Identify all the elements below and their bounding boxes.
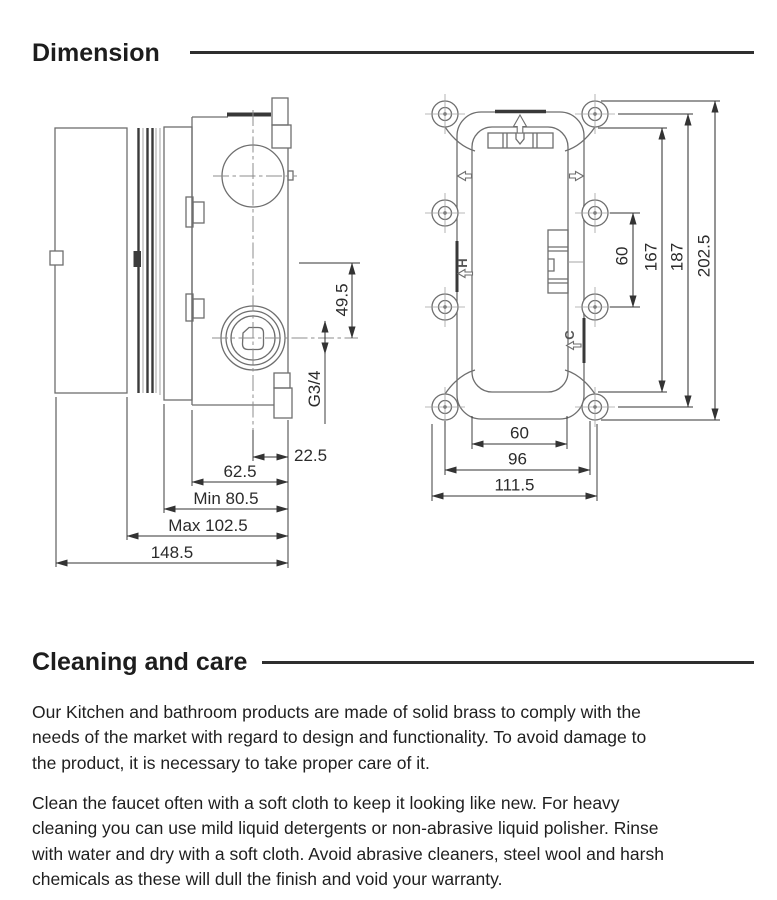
side-view-dimensions bbox=[56, 263, 360, 568]
cleaning-paragraph-2: Clean the faucet often with a soft cloth to keep it looking like new. For heavy cleaning you can use mild liquid detergents or non-abrasive liquid polisher. Rinse with water and dry with a soft cloth. Avoid abrasive cleaners, steel wool and harsh chemicals as these will dull the finish and void your warranty. bbox=[32, 793, 664, 890]
dim-96-label: 96 bbox=[508, 449, 527, 469]
cleaning-section-rule bbox=[262, 661, 754, 664]
left-arrow-icon bbox=[458, 172, 472, 181]
screw-boss-top-left bbox=[425, 94, 465, 134]
side-back-plate bbox=[164, 127, 192, 400]
side-view bbox=[50, 98, 360, 568]
hot-arrow-icon bbox=[458, 270, 473, 278]
dim-167-label: 167 bbox=[641, 242, 661, 272]
cold-arrow-icon bbox=[567, 342, 582, 350]
screw-boss-mid-left bbox=[425, 193, 465, 233]
cold-marker-label: C bbox=[562, 330, 577, 340]
right-arrow-icon bbox=[570, 172, 584, 181]
side-clip bbox=[50, 251, 63, 265]
screw-boss-low-right bbox=[575, 287, 615, 327]
front-view-dimensions bbox=[432, 101, 720, 501]
dim-62-5-label: 62.5 bbox=[223, 462, 257, 481]
front-mounting-plate bbox=[457, 112, 584, 419]
dim-max-label: Max 102.5 bbox=[168, 516, 248, 535]
side-valve-body bbox=[186, 98, 358, 430]
dim-22-5-label: 22.5 bbox=[294, 446, 328, 465]
dim-v60-label: 60 bbox=[612, 246, 632, 266]
thread-size-label: G3/4 bbox=[305, 370, 324, 408]
front-top-slot bbox=[488, 133, 553, 148]
dim-min-label: Min 80.5 bbox=[193, 489, 259, 508]
side-stripe-clip bbox=[134, 251, 142, 267]
dimension-section-title: Dimension bbox=[32, 39, 160, 67]
cleaning-section-title: Cleaning and care bbox=[32, 648, 248, 676]
hot-marker-label: H bbox=[455, 258, 470, 268]
dim-202-5-label: 202.5 bbox=[694, 234, 714, 278]
dim-49-5-label: 49.5 bbox=[332, 283, 352, 317]
dim-187-label: 187 bbox=[667, 242, 687, 272]
front-view bbox=[425, 94, 720, 501]
dim-111-5-label: 111.5 bbox=[494, 475, 535, 495]
screw-boss-low-left bbox=[425, 287, 465, 327]
up-arrow-icon bbox=[514, 115, 527, 133]
dim-148-5-label: 148.5 bbox=[150, 543, 194, 562]
front-side-bracket bbox=[548, 230, 584, 293]
screw-boss-mid-right bbox=[575, 193, 615, 233]
cleaning-paragraph-1: Our Kitchen and bathroom products are made of solid brass to comply with the needs of the market with regard to design and functionality. To avoid damage to the product, it is necessary to take proper care of it. bbox=[32, 702, 647, 773]
dim-h60-label: 60 bbox=[510, 423, 529, 443]
side-plaster-box bbox=[55, 128, 127, 393]
screw-boss-bottom-right bbox=[575, 387, 615, 427]
